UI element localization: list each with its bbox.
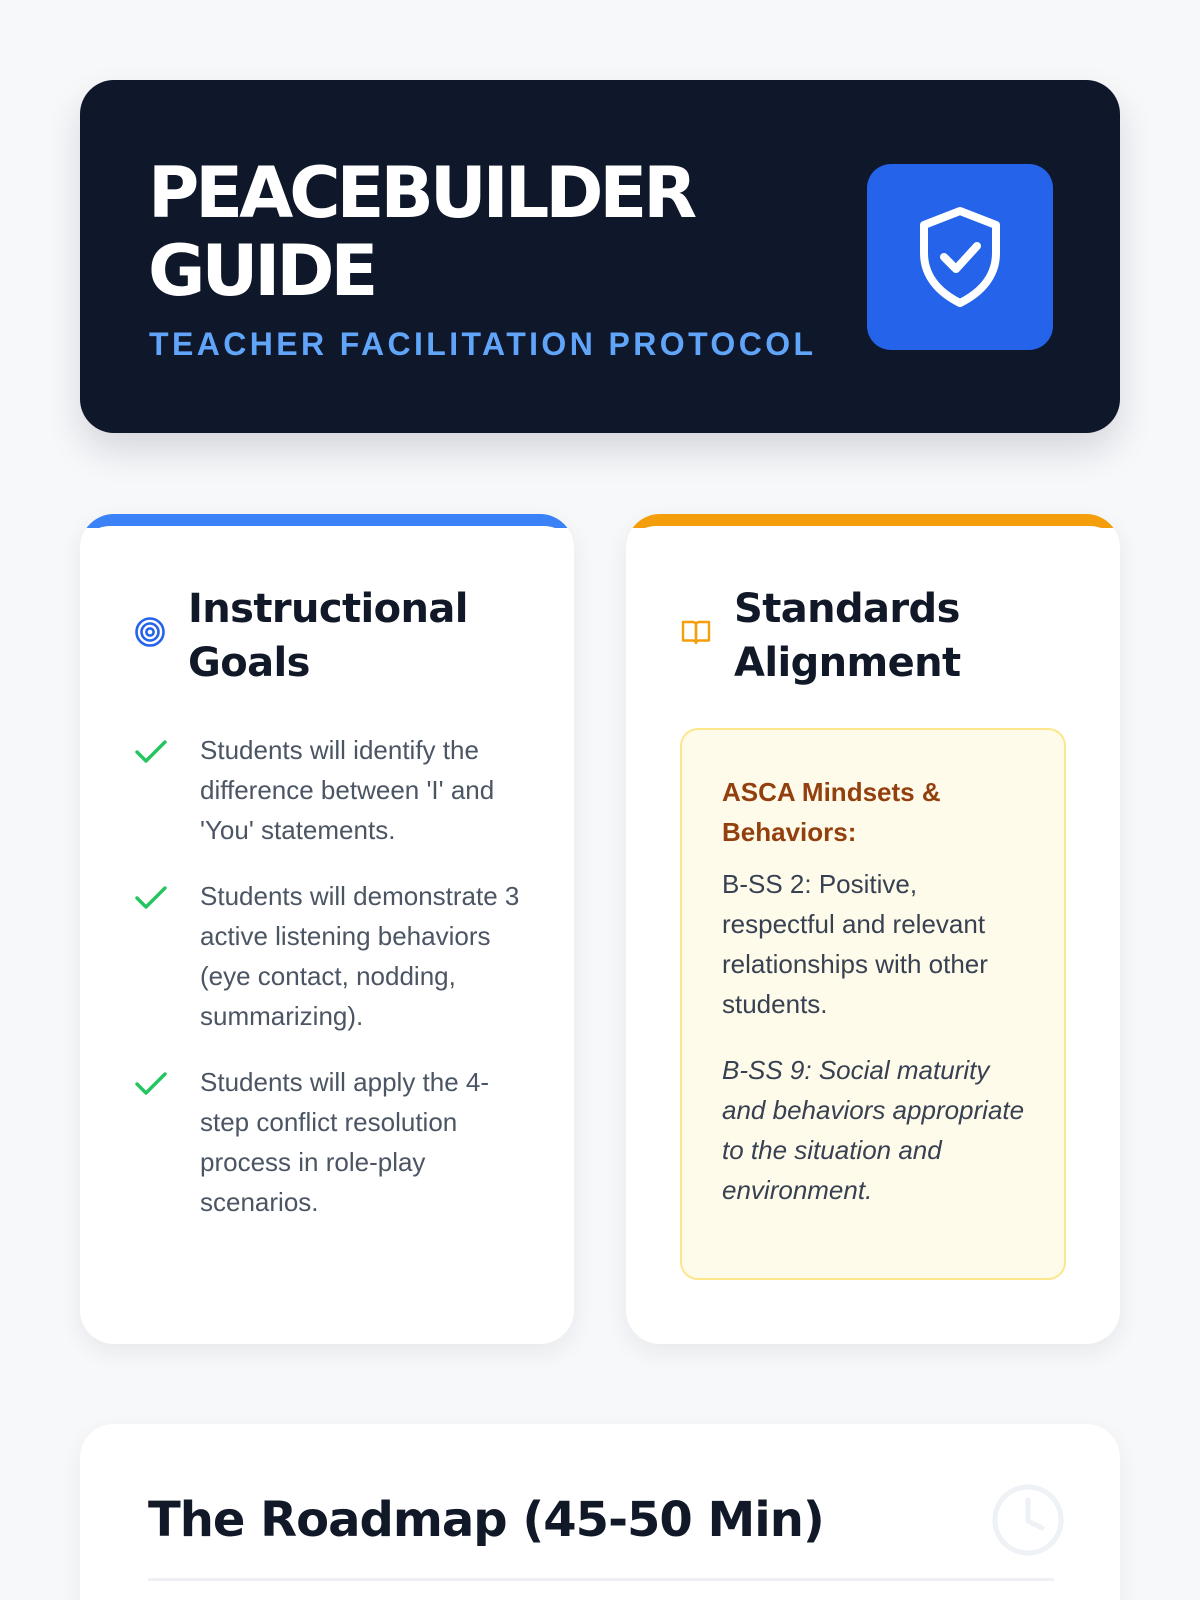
list-item [134,876,534,1036]
goal-text: Students will demonstrate 3 active listening behaviors (eye contact, nodding, summarizing). [200,881,520,1031]
divider [148,1578,1054,1581]
shield-badge [867,164,1053,350]
goal-text: Students will apply the 4-step conflict resolution process in role-play scenarios. [200,1067,490,1217]
check-icon [134,1066,168,1100]
standards-alignment-card [626,514,1120,1344]
shield-check-icon [914,205,1006,309]
standards-alignment-title: Standards Alignment [734,586,961,686]
card-accent-bar [626,514,1120,528]
page-title: PEACEBUILDER GUIDE [148,152,694,312]
clock-icon [990,1482,1066,1558]
roadmap-title: The Roadmap (45-50 Min) [148,1492,824,1548]
list-item [134,1062,534,1222]
check-icon [134,734,168,768]
standard-b-ss-9: B-SS 9: Social maturity and behaviors appropriate to the situation and environment. [722,1055,1025,1205]
list-item [134,730,534,850]
goal-text: Students will identify the difference between 'I' and 'You' statements. [200,735,495,845]
standard-b-ss-2: B-SS 2: Positive, respectful and relevant relationships with other students. [722,869,988,1019]
goals-list [134,730,534,1248]
hero-header [80,80,1120,433]
standards-heading: ASCA Mindsets & Behaviors: [722,777,941,847]
book-open-icon [680,616,712,648]
check-icon [134,880,168,914]
page-subtitle: TEACHER FACILITATION PROTOCOL [149,326,817,362]
asca-standards-box [680,728,1066,1280]
target-icon [134,616,166,648]
instructional-goals-title: Instructional Goals [188,586,468,686]
roadmap-section [80,1424,1120,1600]
card-accent-bar [80,514,574,528]
instructional-goals-card [80,514,574,1344]
